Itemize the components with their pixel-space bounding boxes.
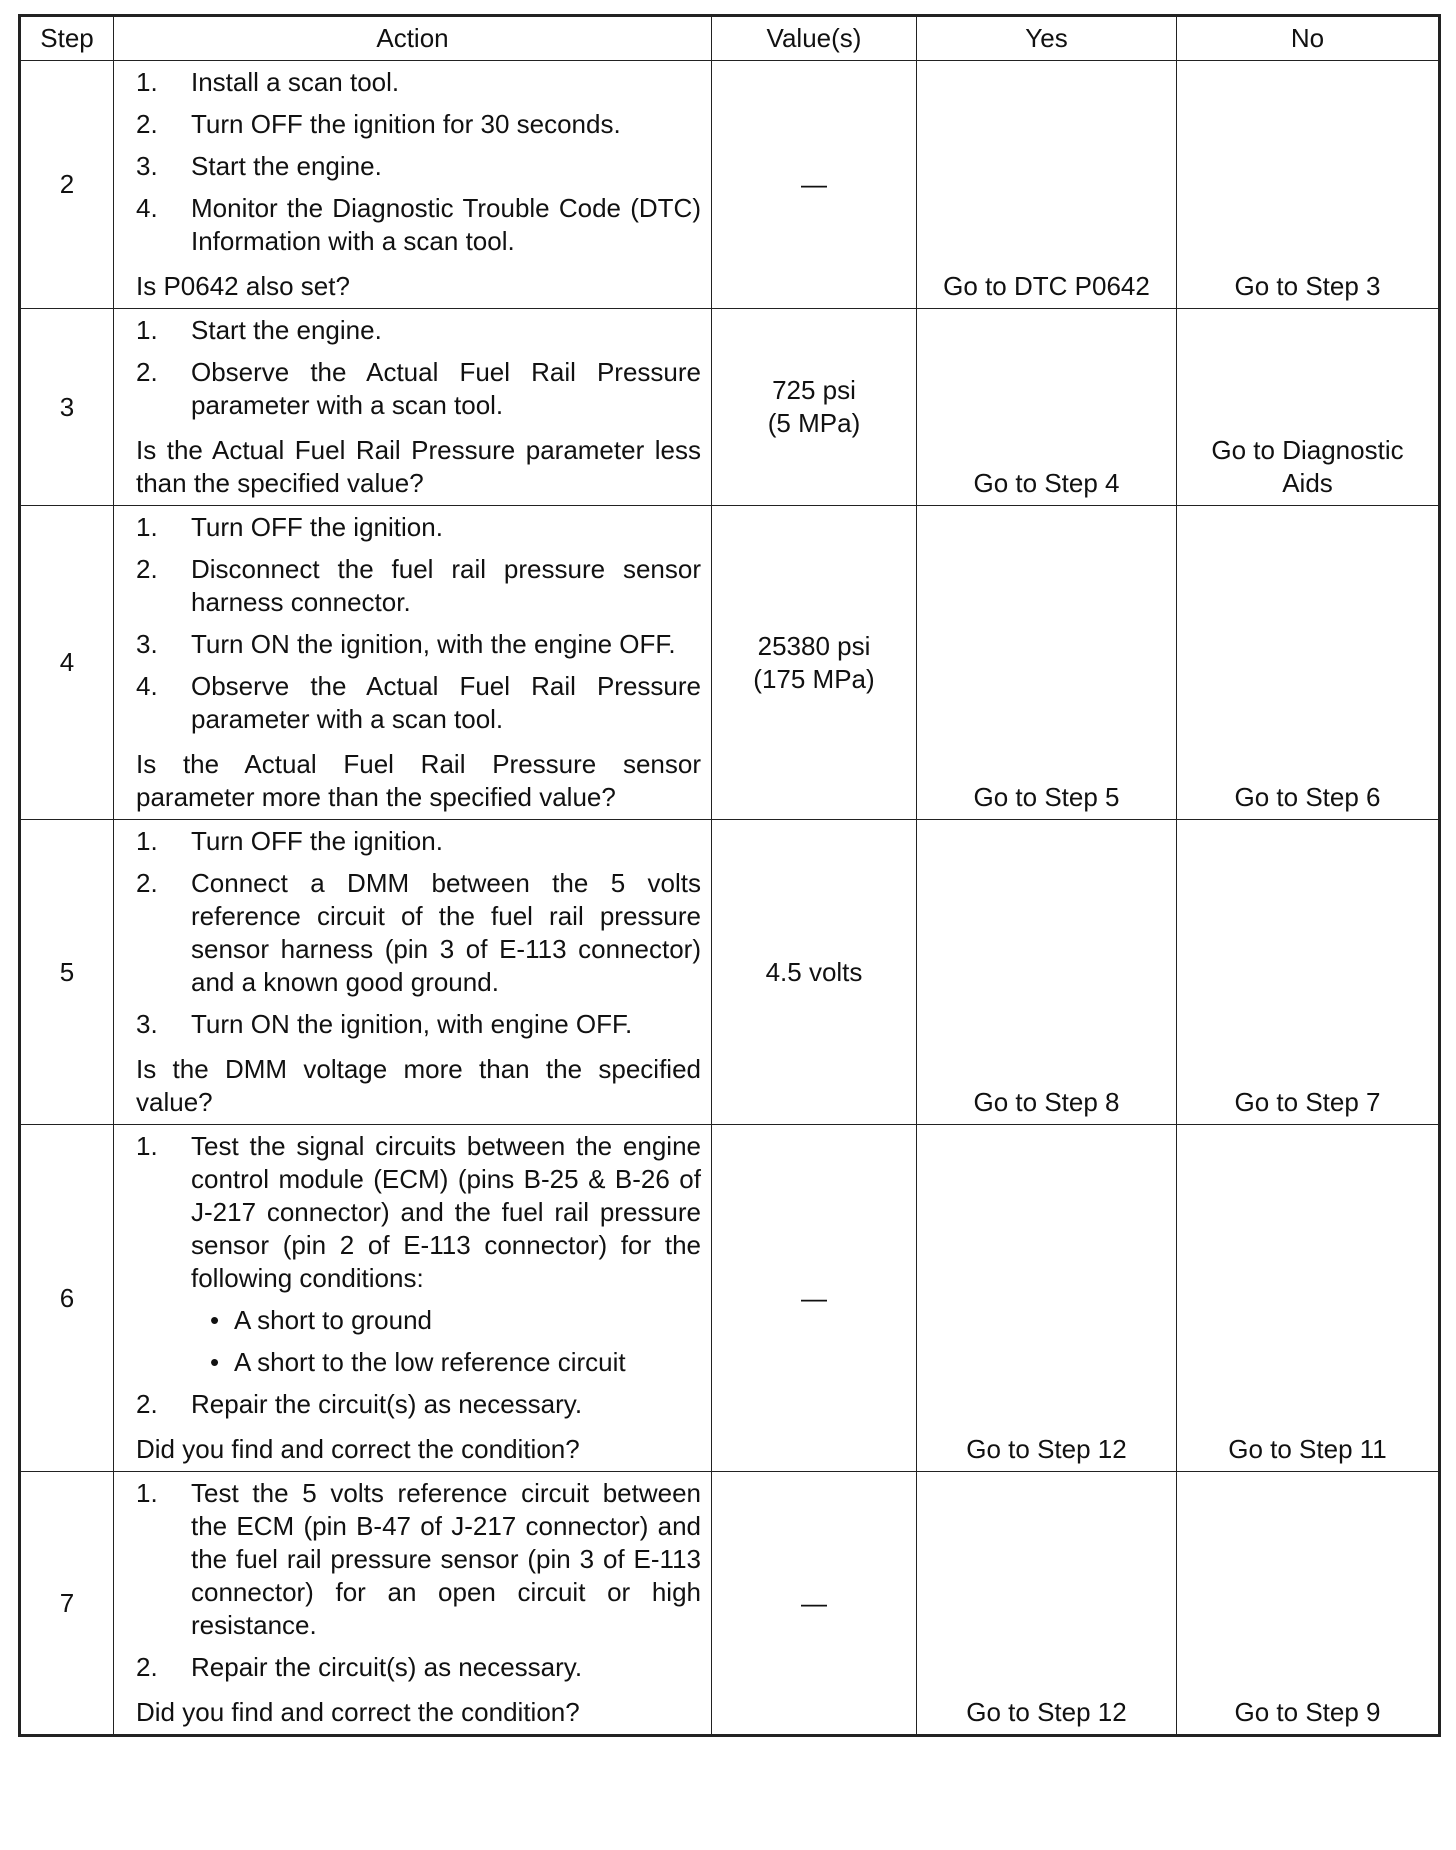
action-step-text: Start the engine. [191, 315, 382, 345]
no-outcome: Go to Diagnostic Aids [1177, 309, 1440, 506]
action-step-number: 2. [136, 109, 158, 139]
yes-outcome: Go to Step 5 [917, 506, 1177, 820]
step-number: 4 [20, 506, 114, 820]
action-step-text: Repair the circuit(s) as necessary. [191, 1389, 583, 1419]
no-outcome: Go to Step 9 [1177, 1472, 1440, 1736]
header-values: Value(s) [712, 16, 917, 61]
value-cell: 4.5 volts [712, 820, 917, 1125]
action-step-text: Turn OFF the ignition for 30 seconds. [191, 109, 621, 139]
table-row [20, 1472, 1440, 1736]
diagnostic-table [18, 14, 1441, 1737]
action-step-number: 2. [136, 1389, 158, 1419]
action-step-text: Test the 5 volts reference circuit between the ECM (pin B-47 of J-217 connector) and the fuel rail pressure sensor (pin 3 of E-113 connector) for an open circuit or high resistance. [191, 1478, 701, 1640]
action-step-text: Install a scan tool. [191, 67, 400, 97]
action-step-text: Turn ON the ignition, with engine OFF. [191, 1009, 633, 1039]
table-row [20, 506, 1440, 820]
step-number: 6 [20, 1125, 114, 1472]
action-step-number: 1. [136, 826, 158, 856]
action-step-number: 2. [136, 1652, 158, 1682]
step-number: 2 [20, 61, 114, 309]
action-step [136, 66, 701, 99]
action-step [136, 670, 701, 736]
action-step-text: Observe the Actual Fuel Rail Pressure parameter with a scan tool. [191, 357, 701, 420]
action-step-number: 1. [136, 67, 158, 97]
action-step [136, 1130, 701, 1295]
action-step-number: 1. [136, 1131, 158, 1161]
yes-outcome: Go to Step 8 [917, 820, 1177, 1125]
action-step-number: 4. [136, 671, 158, 701]
action-cell [114, 506, 712, 820]
action-cell [114, 61, 712, 309]
action-step [136, 628, 701, 661]
table-row [20, 1125, 1440, 1472]
action-step-number: 4. [136, 193, 158, 223]
action-step [136, 108, 701, 141]
header-row [20, 16, 1440, 61]
action-step-text: Observe the Actual Fuel Rail Pressure parameter with a scan tool. [191, 671, 701, 734]
action-step-text: Turn OFF the ignition. [191, 826, 443, 856]
value-cell: 25380 psi (175 MPa) [712, 506, 917, 820]
action-step-number: 1. [136, 512, 158, 542]
value-cell: 725 psi (5 MPa) [712, 309, 917, 506]
action-step [136, 150, 701, 183]
diagnostic-table-container [18, 14, 1441, 1737]
header-yes: Yes [917, 16, 1177, 61]
action-cell [114, 309, 712, 506]
action-step-text: Connect a DMM between the 5 volts reference circuit of the fuel rail pressure sensor harness (pin 3 of E-113 connector) and a known good ground. [191, 868, 701, 997]
action-step [136, 1388, 701, 1421]
no-outcome: Go to Step 6 [1177, 506, 1440, 820]
value-cell: — [712, 61, 917, 309]
question-text: Is the DMM voltage more than the specified value? [136, 1054, 701, 1117]
action-step [136, 1651, 701, 1684]
action-step-number: 2. [136, 554, 158, 584]
action-step [136, 1477, 701, 1642]
question-text: Is P0642 also set? [136, 271, 350, 301]
header-action: Action [114, 16, 712, 61]
yes-outcome: Go to Step 4 [917, 309, 1177, 506]
action-step [136, 553, 701, 619]
step-number: 3 [20, 309, 114, 506]
bullet-icon: • [210, 1305, 220, 1335]
action-step-text: Turn ON the ignition, with the engine OFF. [191, 629, 676, 659]
action-step [136, 356, 701, 422]
table-header [20, 16, 1440, 61]
step-number: 7 [20, 1472, 114, 1736]
action-step [136, 192, 701, 258]
question-text: Did you find and correct the condition? [136, 1697, 580, 1727]
action-step-text: Test the signal circuits between the engine control module (ECM) (pins B-25 & B-26 of J-217 connector) and the fuel rail pressure sensor (pin 2 of E-113 connector) for the following conditions: [191, 1131, 701, 1293]
no-outcome: Go to Step 3 [1177, 61, 1440, 309]
action-step-text: Monitor the Diagnostic Trouble Code (DTC) Information with a scan tool. [191, 193, 701, 256]
step-number: 5 [20, 820, 114, 1125]
value-cell: — [712, 1125, 917, 1472]
question-text: Is the Actual Fuel Rail Pressure sensor parameter more than the specified value? [136, 749, 701, 812]
action-step-number: 1. [136, 1478, 158, 1508]
action-step-number: 3. [136, 1009, 158, 1039]
action-step [136, 867, 701, 999]
action-step-text: Disconnect the fuel rail pressure sensor harness connector. [191, 554, 701, 617]
action-step-number: 2. [136, 868, 158, 898]
condition-text: A short to the low reference circuit [234, 1347, 626, 1377]
question-text: Is the Actual Fuel Rail Pressure parameter less than the specified value? [136, 435, 701, 498]
action-step [136, 825, 701, 858]
action-step [136, 1008, 701, 1041]
yes-outcome: Go to Step 12 [917, 1472, 1177, 1736]
no-outcome: Go to Step 11 [1177, 1125, 1440, 1472]
condition-bullet [210, 1304, 701, 1337]
table-row [20, 309, 1440, 506]
action-step [136, 511, 701, 544]
action-step-number: 3. [136, 629, 158, 659]
condition-text: A short to ground [234, 1305, 433, 1335]
table-row [20, 820, 1440, 1125]
action-step-number: 3. [136, 151, 158, 181]
yes-outcome: Go to DTC P0642 [917, 61, 1177, 309]
header-no: No [1177, 16, 1440, 61]
action-step-number: 1. [136, 315, 158, 345]
action-cell [114, 1125, 712, 1472]
table-body [20, 61, 1440, 1736]
action-cell [114, 820, 712, 1125]
header-step: Step [20, 16, 114, 61]
action-step-text: Start the engine. [191, 151, 382, 181]
yes-outcome: Go to Step 12 [917, 1125, 1177, 1472]
action-cell [114, 1472, 712, 1736]
question-text: Did you find and correct the condition? [136, 1434, 580, 1464]
action-step-text: Repair the circuit(s) as necessary. [191, 1652, 583, 1682]
action-step-text: Turn OFF the ignition. [191, 512, 443, 542]
action-step [136, 314, 701, 347]
table-row [20, 61, 1440, 309]
condition-bullet [210, 1346, 701, 1379]
action-step-number: 2. [136, 357, 158, 387]
bullet-icon: • [210, 1347, 220, 1377]
no-outcome: Go to Step 7 [1177, 820, 1440, 1125]
value-cell: — [712, 1472, 917, 1736]
